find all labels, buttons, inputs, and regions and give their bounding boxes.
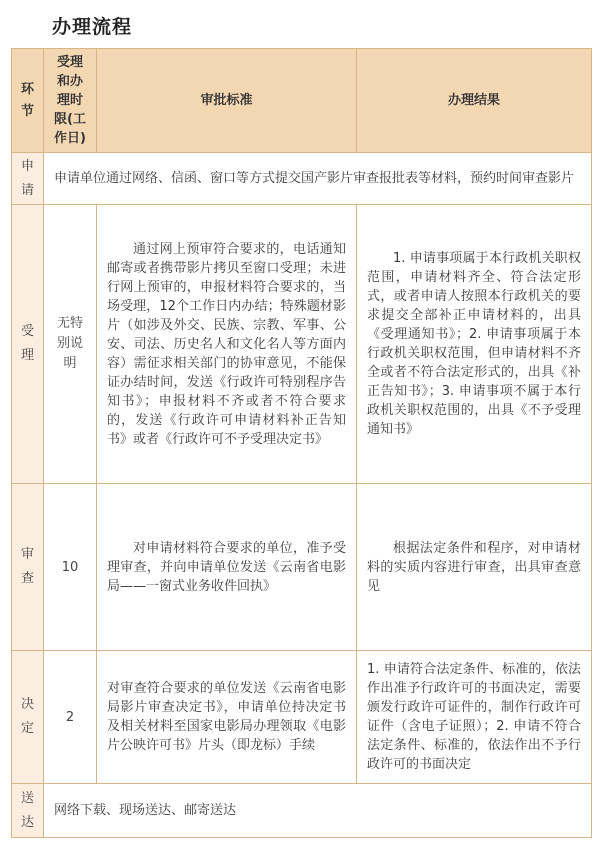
header-days: 受理和办理时限(工作日) [44, 49, 97, 153]
step-cell-review: 审查 [12, 484, 44, 651]
accept-result: 1. 申请事项属于本行政机关职权范围，申请材料齐全、符合法定形式，或者申请人按照本行政机关的要求提交全部补正申请材料的，出具《受理通知书》；2. 申请事项属于本行政机关职权范围，但申请材料不齐全或者不符合法定形式的，出具《补正告知书》；3. 申请事项不属于本行政机关职权范围的，出具《不予受理通知书》 [357, 205, 592, 484]
table-row-review [12, 484, 592, 651]
table-header-row [12, 49, 592, 153]
header-result: 办理结果 [357, 49, 592, 153]
header-standard: 审批标准 [97, 49, 357, 153]
step-cell-deliver: 送达 [12, 784, 44, 838]
decide-result: 1. 申请符合法定条件、标准的，依法作出准予行政许可的书面决定，需要颁发行政许可证件的，制作行政许可证件（含电子证照）；2. 申请不符合法定条件、标准的，依法作出不予行政许可的书面决定 [357, 651, 592, 784]
step-cell-accept: 受理 [12, 205, 44, 484]
decide-days: 2 [44, 651, 97, 784]
step-cell-apply: 申请 [12, 153, 44, 205]
apply-content: 申请单位通过网络、信函、窗口等方式提交国产影片审查报批表等材料，预约时间审查影片 [44, 153, 592, 205]
deliver-content: 网络下载、现场送达、邮寄送达 [44, 784, 592, 838]
review-standard: 对申请材料符合要求的单位，准予受理审查，并向申请单位发送《云南省电影局——一窗式业务收件回执》 [97, 484, 357, 651]
table-row-apply [12, 153, 592, 205]
review-result: 根据法定条件和程序，对申请材料的实质内容进行审查，出具审查意见 [357, 484, 592, 651]
header-step: 环节 [12, 49, 44, 153]
page-title: 办理流程 [52, 16, 133, 38]
accept-days: 无特别说明 [44, 205, 97, 484]
table-row-deliver [12, 784, 592, 838]
table-row-decide [12, 651, 592, 784]
step-cell-decide: 决定 [12, 651, 44, 784]
accept-standard: 通过网上预审符合要求的，电话通知邮寄或者携带影片拷贝至窗口受理；未进行网上预审的，申报材料符合要求的，当场受理，12个工作日内办结；特殊题材影片（如涉及外交、民族、宗教、军事、公安、司法、历史名人和文化名人等方面内容）需征求相关部门的协审意见，不能保证办结时间，发送《行政许可特别程序告知书》；申报材料不齐或者不符合要求的，发送《行政许可申请材料补正告知书》或者《行政许可不予受理决定书》 [97, 205, 357, 484]
decide-standard: 对审查符合要求的单位发送《云南省电影局影片审查决定书》，申请单位持决定书及相关材料至国家电影局办理领取《电影片公映许可书》片头（即龙标）手续 [97, 651, 357, 784]
review-days: 10 [44, 484, 97, 651]
table-row-accept [12, 205, 592, 484]
process-table [11, 48, 592, 838]
